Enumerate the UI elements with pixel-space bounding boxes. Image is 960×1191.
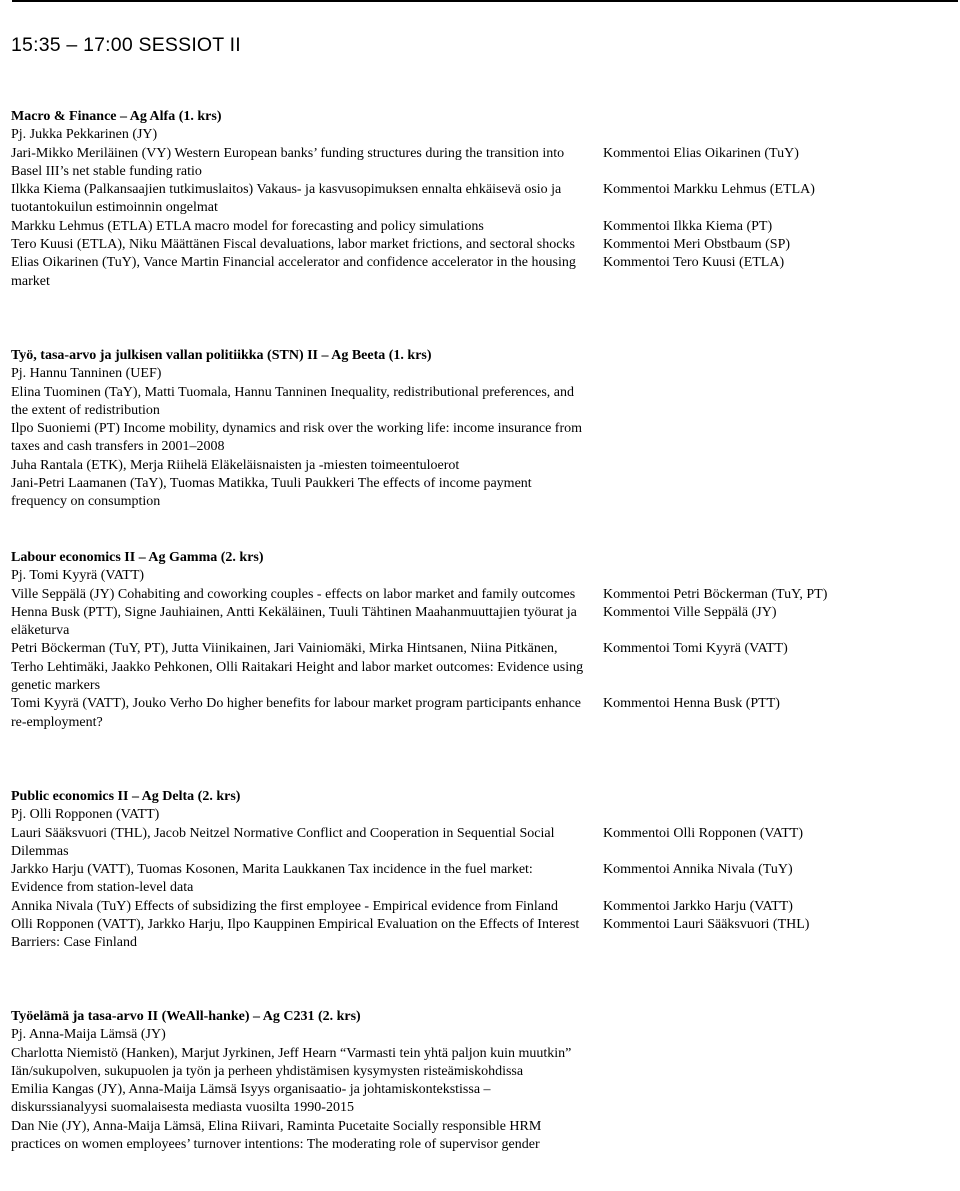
talk-row bbox=[11, 236, 951, 254]
session-chair: Pj. Olli Ropponen (VATT) bbox=[11, 807, 160, 823]
talk-text: Elina Tuominen (TaY), Matti Tuomala, Hannu Tanninen Inequality, redistributional preferences, and the extent of redistribution bbox=[11, 384, 574, 418]
commentator: Kommentoi Elias Oikarinen (TuY) bbox=[603, 145, 799, 161]
commentator: Kommentoi Meri Obstbaum (SP) bbox=[603, 237, 791, 253]
talk-text: Charlotta Niemistö (Hanken), Marjut Jyrkinen, Jeff Hearn “Varmasti tein yhtä paljon kuin muutkin” Iän/sukupolven, sukupuolen ja työn ja perheen yhdistämisen kysymysten risteämiskohdissa bbox=[11, 1045, 572, 1079]
top-rule bbox=[12, 0, 958, 2]
talk-text: Tomi Kyyrä (VATT), Jouko Verho Do higher benefits for labour market program participants enhance re-employment? bbox=[11, 696, 582, 730]
commentator: Kommentoi Olli Ropponen (VATT) bbox=[603, 825, 804, 841]
talk-text: Tero Kuusi (ETLA), Niku Määttänen Fiscal devaluations, labor market frictions, and sectoral shocks bbox=[11, 237, 575, 253]
commentator: Kommentoi Tero Kuusi (ETLA) bbox=[603, 255, 785, 271]
talk-row bbox=[11, 825, 951, 862]
talk-text: Markku Lehmus (ETLA) ETLA macro model for forecasting and policy simulations bbox=[11, 218, 484, 234]
session-title: Labour economics II – Ag Gamma (2. krs) bbox=[11, 550, 264, 565]
talk-row bbox=[11, 1045, 951, 1082]
talk-text: Annika Nivala (TuY) Effects of subsidizing the first employee - Empirical evidence from Finland bbox=[11, 898, 559, 914]
talk-row bbox=[11, 420, 951, 457]
commentator: Kommentoi Annika Nivala (TuY) bbox=[603, 862, 793, 878]
talk-row bbox=[11, 475, 951, 512]
talk-text: Ilpo Suoniemi (PT) Income mobility, dynamics and risk over the working life: income insurance from taxes and cash transfers in 2001–2008 bbox=[11, 421, 583, 455]
talk-text: Dan Nie (JY), Anna-Maija Lämsä, Elina Riivari, Raminta Pucetaite Socially responsible HRM practices on women employees’ turnover intentions: The moderating role of supervisor gender bbox=[11, 1118, 542, 1153]
talk-row bbox=[11, 1081, 951, 1118]
commentator: Kommentoi Lauri Sääksvuori (THL) bbox=[603, 917, 810, 933]
commentator: Kommentoi Tomi Kyyrä (VATT) bbox=[603, 641, 788, 657]
session-labour bbox=[11, 549, 951, 732]
session-weall bbox=[11, 1008, 951, 1154]
commentator: Kommentoi Ilkka Kiema (PT) bbox=[603, 218, 773, 234]
page-title: 15:35 – 17:00 SESSIOT II bbox=[11, 34, 241, 56]
talk-row bbox=[11, 254, 951, 291]
talk-row bbox=[11, 384, 951, 421]
talk-row bbox=[11, 457, 951, 475]
session-title: Työelämä ja tasa-arvo II (WeAll-hanke) – Ag C231 (2. krs) bbox=[11, 1009, 361, 1024]
talk-text: Jari-Mikko Meriläinen (VY) Western European banks’ funding structures during the transition into Basel III’s net stable funding ratio bbox=[11, 145, 565, 179]
commentator: Kommentoi Ville Seppälä (JY) bbox=[603, 604, 777, 620]
commentator: Kommentoi Markku Lehmus (ETLA) bbox=[603, 182, 815, 198]
talk-text: Jarkko Harju (VATT), Tuomas Kosonen, Marita Laukkanen Tax incidence in the fuel market: Evidence from station-level data bbox=[11, 862, 533, 896]
talk-row bbox=[11, 604, 951, 641]
talk-text: Olli Ropponen (VATT), Jarkko Harju, Ilpo Kauppinen Empirical Evaluation on the Effects of Interest Barriers: Case Finland bbox=[11, 917, 580, 951]
session-public bbox=[11, 788, 951, 953]
talk-row bbox=[11, 640, 951, 695]
talk-row bbox=[11, 145, 951, 182]
talk-text: Juha Rantala (ETK), Merja Riihelä Eläkeläisnaisten ja -miesten toimeentuloerot bbox=[11, 457, 460, 473]
talk-row bbox=[11, 181, 951, 218]
talk-row bbox=[11, 586, 951, 604]
talk-text: Elias Oikarinen (TuY), Vance Martin Financial accelerator and confidence accelerator in the housing market bbox=[11, 255, 576, 289]
talk-text: Ville Seppälä (JY) Cohabiting and coworking couples - effects on labor market and family outcomes bbox=[11, 586, 576, 602]
session-chair: Pj. Anna-Maija Lämsä (JY) bbox=[11, 1027, 166, 1043]
session-chair: Pj. Jukka Pekkarinen (JY) bbox=[11, 127, 158, 143]
commentator: Kommentoi Henna Busk (PTT) bbox=[603, 696, 780, 712]
session-chair: Pj. Tomi Kyyrä (VATT) bbox=[11, 568, 145, 584]
talk-text: Ilkka Kiema (Palkansaajien tutkimuslaitos) Vakaus- ja kasvusopimuksen ennalta ehkäisevä osio ja tuotantokuilun estimoinnin ongelmat bbox=[11, 182, 562, 216]
talk-row bbox=[11, 695, 951, 732]
talk-row bbox=[11, 218, 951, 236]
session-title: Macro & Finance – Ag Alfa (1. krs) bbox=[11, 109, 222, 124]
talk-text: Lauri Sääksvuori (THL), Jacob Neitzel Normative Conflict and Cooperation in Sequential Social Dilemmas bbox=[11, 825, 555, 859]
talk-row bbox=[11, 916, 951, 953]
session-stn bbox=[11, 347, 951, 512]
talk-text: Jani-Petri Laamanen (TaY), Tuomas Matikka, Tuuli Paukkeri The effects of income payment frequency on consumption bbox=[11, 476, 532, 510]
talk-row bbox=[11, 861, 951, 898]
talk-row bbox=[11, 898, 951, 916]
session-chair: Pj. Hannu Tanninen (UEF) bbox=[11, 366, 162, 382]
talk-text: Henna Busk (PTT), Signe Jauhiainen, Antti Kekäläinen, Tuuli Tähtinen Maahanmuuttajien työurat ja eläketurva bbox=[11, 604, 577, 639]
commentator: Kommentoi Jarkko Harju (VATT) bbox=[603, 898, 793, 914]
session-macro-finance bbox=[11, 108, 951, 291]
commentator: Kommentoi Petri Böckerman (TuY, PT) bbox=[603, 586, 828, 602]
session-title: Public economics II – Ag Delta (2. krs) bbox=[11, 789, 241, 804]
talk-text: Petri Böckerman (TuY, PT), Jutta Viinikainen, Jari Vainiomäki, Mirka Hintsanen, Niina Pitkänen, Terho Lehtimäki, Jaakko Pehkonen, Olli Raitakari Height and labor market outcomes: Evidence using genetic markers bbox=[11, 641, 584, 694]
talk-text: Emilia Kangas (JY), Anna-Maija Lämsä Isyys organisaatio- ja johtamiskontekstissa – diskurssianalyysi suomalaisesta mediasta vuosilta 1990-2015 bbox=[11, 1082, 491, 1116]
session-title: Työ, tasa-arvo ja julkisen vallan politiikka (STN) II – Ag Beeta (1. krs) bbox=[11, 348, 432, 363]
talk-row bbox=[11, 1118, 951, 1155]
